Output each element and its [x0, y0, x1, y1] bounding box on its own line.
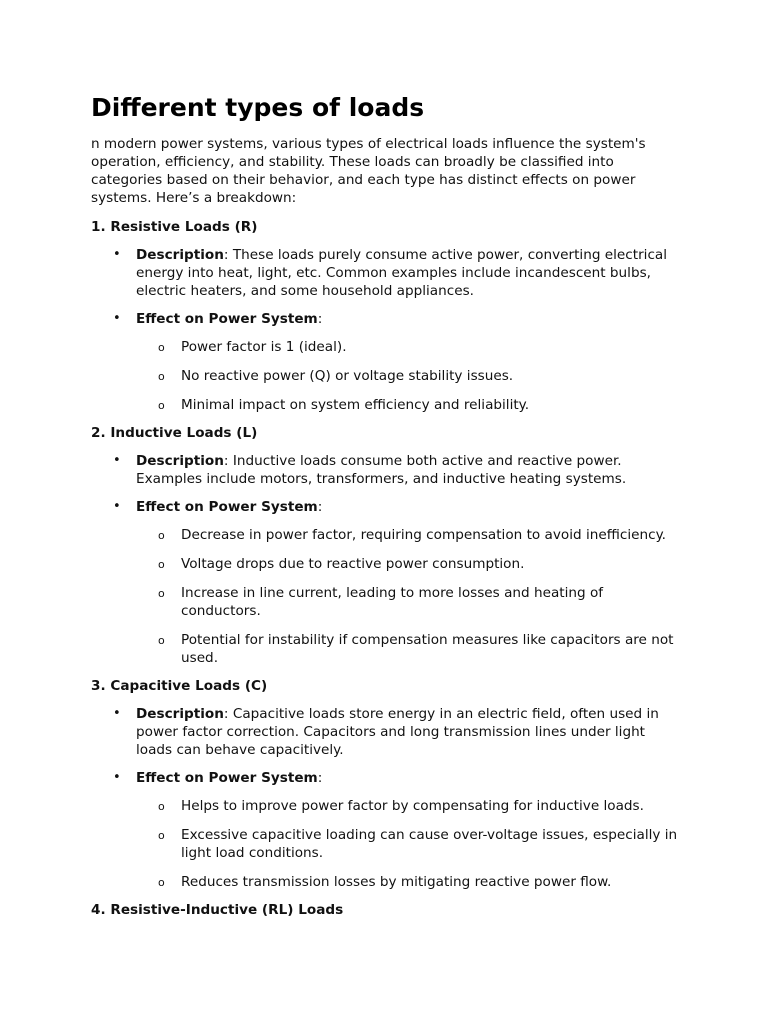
description-text: : Capacitive loads store energy in an electric field, often used in power factor correction. Capacitors and long transmission lines under light loads can behave capacitively.	[136, 706, 659, 758]
effect-list-item	[136, 526, 683, 544]
circle-bullet-icon: o	[158, 529, 165, 542]
section-capacitive-loads	[91, 677, 683, 891]
effect-suffix: :	[317, 499, 323, 515]
circle-bullet-icon: o	[158, 587, 165, 600]
effect-label: Effect on Power System	[136, 499, 318, 515]
bullet-icon: •	[113, 770, 121, 785]
description-item	[91, 452, 683, 488]
circle-bullet-icon: o	[158, 634, 165, 647]
effect-text: Reduces transmission losses by mitigating reactive power flow.	[181, 874, 612, 890]
section-heading: 1. Resistive Loads (R)	[91, 219, 258, 235]
circle-bullet-icon: o	[158, 876, 165, 889]
section-heading: 2. Inductive Loads (L)	[91, 425, 258, 441]
description-label: Description	[136, 706, 224, 722]
effect-list-item	[136, 631, 683, 667]
intro-paragraph: n modern power systems, various types of electrical loads influence the system's operation, efficiency, and stability. These loads can broadly be classified into categories based on their behavior, and each type has distinct effects on power systems. Here’s a breakdown:	[91, 136, 646, 206]
section-resistive-loads	[91, 218, 683, 414]
effect-list-item	[136, 826, 683, 862]
document-page	[91, 92, 683, 929]
bullet-icon: •	[113, 453, 121, 468]
effect-item	[91, 310, 683, 414]
bullet-list	[91, 452, 683, 667]
effect-list-item	[136, 584, 683, 620]
circle-bullet-icon: o	[158, 829, 165, 842]
circle-bullet-icon: o	[158, 399, 165, 412]
bullet-icon: •	[113, 499, 121, 514]
circle-bullet-icon: o	[158, 558, 165, 571]
effect-text: Helps to improve power factor by compensating for inductive loads.	[181, 798, 644, 814]
bullet-list	[91, 246, 683, 414]
effect-text: Excessive capacitive loading can cause over-voltage issues, especially in light load conditions.	[181, 827, 678, 861]
effect-text: Potential for instability if compensation measures like capacitors are not used.	[181, 632, 674, 666]
effects-list	[136, 526, 683, 667]
section-heading-rl-loads: 4. Resistive-Inductive (RL) Loads	[91, 902, 344, 918]
section-inductive-loads	[91, 424, 683, 667]
effect-text: Voltage drops due to reactive power consumption.	[181, 556, 525, 572]
effect-text: Power factor is 1 (ideal).	[181, 339, 347, 355]
effect-text: Minimal impact on system efficiency and reliability.	[181, 397, 530, 413]
description-label: Description	[136, 453, 224, 469]
bullet-list	[91, 705, 683, 891]
bullet-icon: •	[113, 311, 121, 326]
effect-suffix: :	[317, 770, 323, 786]
effect-label: Effect on Power System	[136, 311, 318, 327]
effect-list-item	[136, 396, 683, 414]
effect-text: No reactive power (Q) or voltage stability issues.	[181, 368, 514, 384]
effect-list-item	[136, 338, 683, 356]
description-label: Description	[136, 247, 224, 263]
circle-bullet-icon: o	[158, 341, 165, 354]
circle-bullet-icon: o	[158, 800, 165, 813]
description-text: : Inductive loads consume both active and reactive power. Examples include motors, transformers, and inductive heating systems.	[136, 453, 627, 487]
effect-list-item	[136, 873, 683, 891]
effect-text: Increase in line current, leading to more losses and heating of conductors.	[181, 585, 604, 619]
circle-bullet-icon: o	[158, 370, 165, 383]
effect-text: Decrease in power factor, requiring compensation to avoid inefficiency.	[181, 527, 667, 543]
page-title: Different types of loads	[91, 93, 425, 122]
description-item	[91, 246, 683, 300]
effect-suffix: :	[317, 311, 323, 327]
description-text: : These loads purely consume active power, converting electrical energy into heat, light, etc. Common examples include incandescent bulbs, electric heaters, and some household appliances.	[136, 247, 668, 299]
effect-list-item	[136, 555, 683, 573]
description-item	[91, 705, 683, 759]
effect-list-item	[136, 797, 683, 815]
effect-item	[91, 498, 683, 667]
bullet-icon: •	[113, 247, 121, 262]
effects-list	[136, 797, 683, 891]
effect-label: Effect on Power System	[136, 770, 318, 786]
effects-list	[136, 338, 683, 414]
effect-item	[91, 769, 683, 891]
effect-list-item	[136, 367, 683, 385]
section-heading: 3. Capacitive Loads (C)	[91, 678, 268, 694]
bullet-icon: •	[113, 706, 121, 721]
